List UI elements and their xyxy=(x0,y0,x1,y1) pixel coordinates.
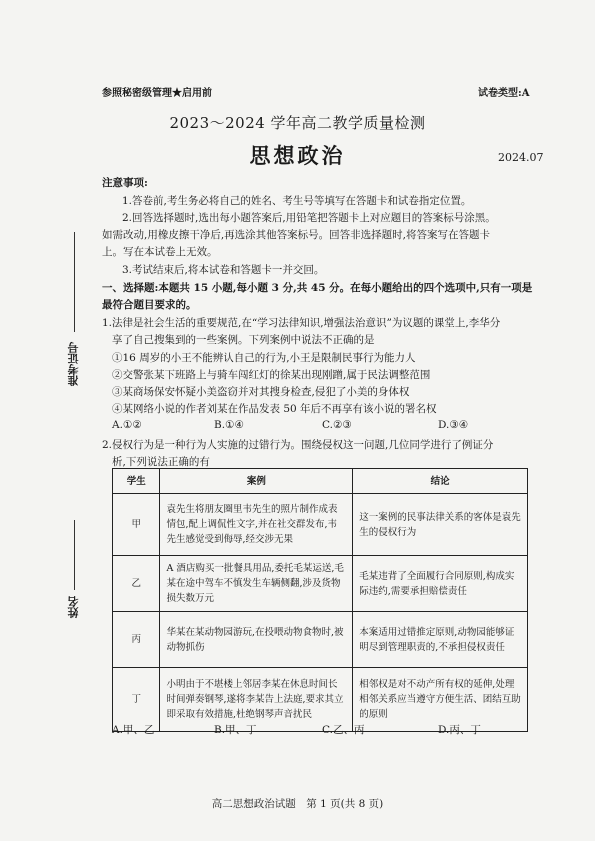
q2-option-b: B.甲、丁 xyxy=(214,724,257,736)
q1-stem-2: 享了自己搜集到的一些案例。下列案例中说法不正确的是 xyxy=(112,334,375,346)
notes-line-3: 如需改动,用橡皮擦干净后,再选涂其他答案标号。回答非选择题时,将答案写在答题卡 xyxy=(102,229,491,241)
notes-line-2: 2.回答选择题时,选出每小题答案后,用铅笔把答题卡上对应题目的答案标号涂黑。 xyxy=(122,212,496,224)
row-conclusion: 这一案例的民事法律关系的客体是袁先生的侵权行为 xyxy=(353,494,528,556)
q1-option-d: D.③④ xyxy=(438,419,469,431)
row-case: A 酒店购买一批餐具用品,委托毛某运送,毛某在途中驾车不慎发生车辆侧翻,涉及货物损失数万元 xyxy=(160,556,353,612)
id-underline xyxy=(74,232,75,332)
q1-option-c: C.②③ xyxy=(322,419,352,431)
section1-line-1: 一、选择题:本题共 15 小题,每小题 3 分,共 45 分。在每小题给出的四个选项中,只有一项是 xyxy=(102,282,533,294)
notes-line-5: 3.考试结束后,将本试卷和答题卡一并交回。 xyxy=(122,264,325,276)
q1-item-1: ①16 周岁的小王不能辨认自己的行为,小王是限制民事行为能力人 xyxy=(112,352,416,364)
q1-option-b: B.①④ xyxy=(214,419,244,431)
row-conclusion: 本案适用过错推定原则,动物园能够证明尽到管理职责的,不承担侵权责任 xyxy=(353,612,528,668)
id-label: 准考证号 xyxy=(67,342,80,386)
q2-stem-1: 2.侵权行为是一种行为人实施的过错行为。围绕侵权这一问题,几位同学进行了例证分 xyxy=(102,439,494,451)
row-case: 小明由于不堪楼上邻居李某在休息时间长时间弹奏钢琴,遂将李某告上法庭,要求其立即采取有效措施,杜绝钢琴声音扰民 xyxy=(160,668,353,732)
q1-stem-1: 1.法律是社会生活的重要规范,在“学习法律知识,增强法治意识”为议题的课堂上,李华分 xyxy=(102,317,501,329)
q1-option-a: A.①② xyxy=(112,419,142,431)
q2-stem-2: 析,下列说法正确的有 xyxy=(112,456,210,468)
row-student: 丙 xyxy=(113,612,160,668)
q2-option-a: A.甲、乙 xyxy=(112,724,155,736)
header-case: 案例 xyxy=(160,469,353,494)
table-row xyxy=(113,494,528,556)
notes-line-1: 1.答卷前,考生务必将自己的姓名、考生号等填写在答题卡和试卷指定位置。 xyxy=(122,195,472,207)
page-footer: 高二思想政治试题 第 1 页(共 8 页) xyxy=(211,798,384,810)
table-header-row xyxy=(113,469,528,494)
row-case: 袁先生将朋友圈里韦先生的照片制作成表情包,配上调侃性文字,并在社交群发布,韦先生感觉受到侮辱,经交涉无果 xyxy=(160,494,353,556)
exam-date: 2024.07 xyxy=(498,151,544,164)
notes-heading: 注意事项: xyxy=(102,177,148,189)
q1-item-2: ②交警张某下班路上与骑车闯红灯的徐某出现刚蹭,属于民法调整范围 xyxy=(112,369,431,381)
row-student: 甲 xyxy=(113,494,160,556)
q1-item-3: ③某商场保安怀疑小美盗窃并对其搜身检查,侵犯了小美的身体权 xyxy=(112,386,410,398)
confidential-label: 参照秘密级管理★启用前 xyxy=(102,88,212,99)
name-label: 姓名 xyxy=(67,596,80,618)
row-case: 华某在某动物园游玩,在投喂动物食物时,被动物抓伤 xyxy=(160,612,353,668)
row-student: 乙 xyxy=(113,556,160,612)
name-underline xyxy=(74,520,75,590)
exam-type-label: 试卷类型:A xyxy=(478,88,530,99)
row-conclusion: 毛某违背了全面履行合同原则,构成实际违约,需要承担赔偿责任 xyxy=(353,556,528,612)
q2-option-c: C.乙、丙 xyxy=(322,724,365,736)
header-student: 学生 xyxy=(113,469,160,494)
subject-title: 思想政治 xyxy=(249,143,346,168)
row-conclusion: 相邻权是对不动产所有权的延伸,处理相邻关系应当遵守方便生活、团结互助的原则 xyxy=(353,668,528,732)
row-student: 丁 xyxy=(113,668,160,732)
section1-line-2: 最符合题目要求的。 xyxy=(102,299,197,311)
q1-item-4: ④某网络小说的作者刘某在作品发表 50 年后不再享有该小说的署名权 xyxy=(112,403,437,415)
table-row xyxy=(113,612,528,668)
q2-table xyxy=(112,468,528,732)
exam-title: 2023～2024 学年高二教学质量检测 xyxy=(169,114,426,132)
table-row xyxy=(113,556,528,612)
notes-line-4: 上。写在本试卷上无效。 xyxy=(102,246,218,258)
header-conclusion: 结论 xyxy=(353,469,528,494)
q2-option-d: D.丙、丁 xyxy=(438,724,481,736)
